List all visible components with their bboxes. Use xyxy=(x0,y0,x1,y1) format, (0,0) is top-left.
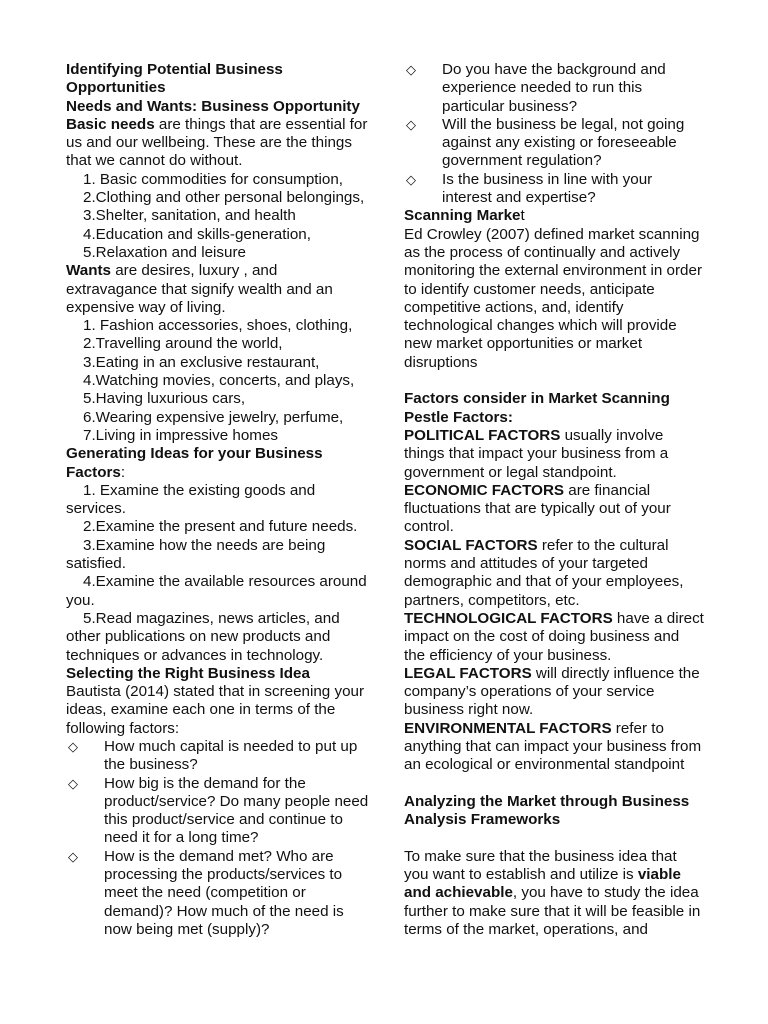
selecting-idea-intro: Bautista (2014) stated that in screening your ideas, examine each one in terms of the following factors: xyxy=(66,683,365,737)
spacer xyxy=(404,775,704,793)
basic-needs-item: 5.Relaxation and leisure xyxy=(83,243,246,261)
factor-paragraph: ECONOMIC FACTORS are financial fluctuations that are typically out of your control. xyxy=(404,481,671,536)
generating-ideas-item: 5.Read magazines, news articles, and other publications on new products and techniques or advances in technology. xyxy=(66,609,340,664)
section-heading-selecting-idea: Selecting the Right Business Idea xyxy=(66,664,310,682)
basic-needs-term: Basic needs xyxy=(66,115,155,133)
scanning-market-definition: Ed Crowley (2007) defined market scanning as the process of continually and actively monitoring the external environment in order to identify customer needs, anticipate competitive actions, and, identify technological changes which will provide new market opportunities or market disruptions xyxy=(404,225,703,371)
factor-paragraph: ENVIRONMENTAL FACTORS refer to anything that can impact your business from an ecological or environmental standpoint xyxy=(404,719,702,774)
list-item: ◇ How is the demand met? Who are processing the products/services to meet the need (competition or demand)? How much of the need is now being met (supply)? xyxy=(68,847,344,938)
wants-item: 4.Watching movies, concerts, and plays, xyxy=(83,372,355,390)
diamond-bullet-icon: ◇ xyxy=(68,738,78,754)
right-column xyxy=(404,61,704,939)
wants-paragraph xyxy=(66,262,370,317)
basic-needs-item: 2.Clothing and other personal belongings, xyxy=(83,189,365,207)
list-item: ◇ Is the business in line with your interest and expertise? xyxy=(406,170,653,207)
factor-paragraph: POLITICAL FACTORS usually involve things that impact your business from a government or legal standpoint. xyxy=(404,426,669,481)
section-heading-needs-wants: Needs and Wants: Business Opportunity xyxy=(66,97,360,115)
list-item: ◇ Will the business be legal, not going against any existing or foreseeable government regulation? xyxy=(406,115,685,170)
factor-paragraph: LEGAL FACTORS will directly influence the company’s operations of your service business right now. xyxy=(404,664,700,719)
left-column xyxy=(66,61,370,939)
basic-needs-item: 4.Education and skills-generation, xyxy=(83,225,311,243)
wants-item: 3.Eating in an exclusive restaurant, xyxy=(83,353,320,371)
diamond-bullet-icon: ◇ xyxy=(406,62,416,77)
wants-item: 5.Having luxurious cars, xyxy=(83,390,246,408)
basic-needs-definition: are things that are essential for us and our wellbeing. These are the things that we cannot do without. xyxy=(66,115,368,170)
list-item: ◇ How much capital is needed to put up the business? xyxy=(68,737,358,774)
list-item: ◇ Do you have the background and experience needed to run this particular business? xyxy=(406,61,666,115)
wants-definition: are desires, luxury , and extravagance that signify wealth and an expensive way of living. xyxy=(66,262,333,316)
diamond-bullet-icon: ◇ xyxy=(68,775,78,791)
section-heading-scanning-market: Scanning Market xyxy=(404,207,525,225)
spacer xyxy=(404,829,704,847)
list-item: ◇ How big is the demand for the product/service? Do many people need this product/service and continue to need it for a long time? xyxy=(68,774,369,847)
basic-needs-item: 1. Basic commodities for consumption, xyxy=(83,170,343,188)
generating-ideas-item: 3.Examine how the needs are being satisfied. xyxy=(66,536,326,573)
diamond-bullet-icon: ◇ xyxy=(68,848,78,864)
factor-paragraph: SOCIAL FACTORS refer to the cultural norms and attitudes of your targeted demographic and that of your employees, partners, competitors, etc. xyxy=(404,536,684,609)
section-heading-pestle: Pestle Factors: xyxy=(404,408,513,426)
section-heading-factors: Factors consider in Market Scanning xyxy=(404,390,670,408)
wants-item: 7.Living in impressive homes xyxy=(83,426,278,444)
generating-ideas-item: 1. Examine the existing goods and services. xyxy=(66,481,316,518)
wants-term: Wants xyxy=(66,262,111,280)
generating-ideas-item: 2.Examine the present and future needs. xyxy=(83,518,358,536)
wants-item: 1. Fashion accessories, shoes, clothing, xyxy=(83,317,353,335)
section-heading-generating-ideas: Generating Ideas for your Business Factors: xyxy=(66,445,323,481)
diamond-bullet-icon: ◇ xyxy=(406,171,416,187)
generating-ideas-item: 4.Examine the available resources around you. xyxy=(66,573,367,609)
section-heading-analyzing-market: Analyzing the Market through Business Analysis Frameworks xyxy=(404,792,690,829)
basic-needs-paragraph xyxy=(66,116,370,171)
diamond-bullet-icon: ◇ xyxy=(406,116,416,132)
page-title: Identifying Potential Business Opportunities xyxy=(66,61,283,97)
wants-item: 6.Wearing expensive jewelry, perfume, xyxy=(83,408,344,426)
basic-needs-item: 3.Shelter, sanitation, and health xyxy=(83,207,296,225)
wants-item: 2.Travelling around the world, xyxy=(83,335,283,353)
final-paragraph: To make sure that the business idea that you want to establish and utilize is viable and achievable, you have to study the idea further to make sure that it will be feasible in terms of the market, operations, and xyxy=(404,847,701,938)
factor-paragraph: TECHNOLOGICAL FACTORS have a direct impact on the cost of doing business and the efficiency of your business. xyxy=(404,609,704,664)
spacer xyxy=(404,372,704,390)
